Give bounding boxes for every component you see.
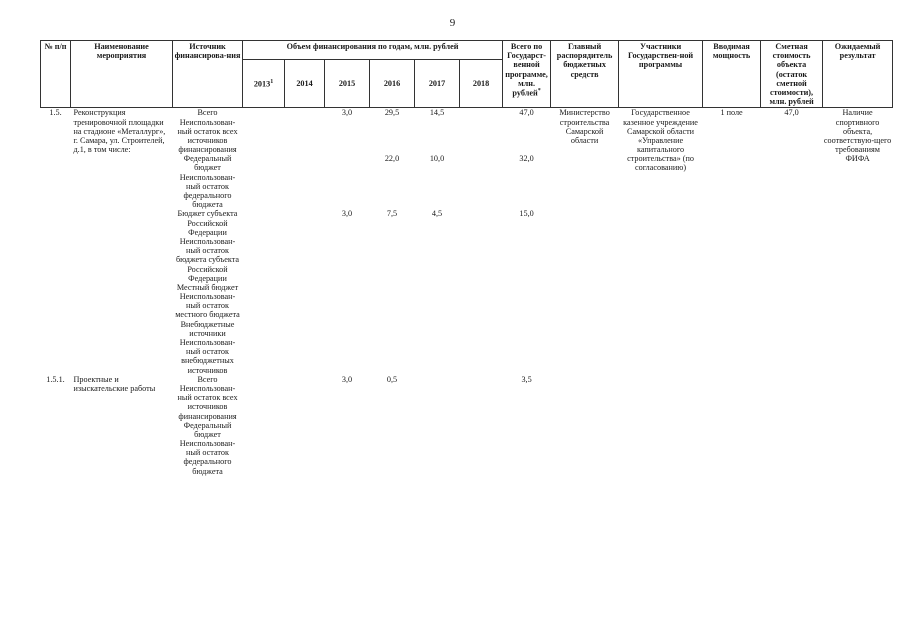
header-num: № п/п <box>41 41 71 108</box>
source-item: Бюджет субъекта Российской Федерации <box>177 209 238 237</box>
header-source: Источник финансирова-ния <box>173 41 243 108</box>
value-2017: 4,5 <box>431 209 443 219</box>
result-cell: Наличие спортивного объекта, соответствую-щего требованиям ФИФА <box>823 108 892 164</box>
header-year-2015: 2015 <box>325 60 370 108</box>
value-2016: 29,5 <box>384 108 400 118</box>
value-2015: 3,0 <box>341 374 353 384</box>
value-2016: 0,5 <box>386 374 398 384</box>
header-year-2014: 2014 <box>285 60 325 108</box>
header-total-label: Всего по Государст-венной программе, млн. рублей <box>505 42 548 98</box>
header-result: Ожидаемый результат <box>823 41 893 108</box>
manager-cell: Министерство строительства Самарской области <box>559 108 610 145</box>
source-cell <box>173 209 243 374</box>
value-2015: 3,0 <box>341 209 353 219</box>
header-total <box>503 41 551 108</box>
source-item: Неиспользован-ный остаток федерального бюджета <box>179 172 236 210</box>
value-2013 <box>243 108 285 154</box>
participants-cell <box>619 375 703 476</box>
header-volume: Объем финансирования по годам, млн. рублей <box>243 41 503 60</box>
source-item: Всего <box>197 108 218 118</box>
value-2016: 7,5 <box>386 209 398 219</box>
value-2016: 22,0 <box>384 154 400 164</box>
source-item: Всего <box>197 374 218 384</box>
value-2018 <box>460 154 503 209</box>
row-name: Реконструкция тренировочной площадки на стадионе «Металлург», г. Самара, ул. Строителей, д.1, в том числе: <box>73 108 166 155</box>
header-year-2013-note: 1 <box>270 78 274 85</box>
source-item: Неиспользован-ный остаток всех источников финансирования <box>177 117 238 155</box>
value-2018 <box>460 108 503 154</box>
row-name: Проектные и изыскательские работы <box>73 374 156 393</box>
header-year-2016: 2016 <box>370 60 415 108</box>
source-item: Федеральный бюджет <box>183 154 232 173</box>
value-2018 <box>460 375 503 476</box>
header-manager: Главный распорядитель бюджетных средств <box>551 41 619 108</box>
participants-cell: Государственное казенное учреждение Самарской области «Управление капитального строительства» (по согласованию) <box>623 108 698 173</box>
source-item: Неиспользован-ный остаток бюджета субъекта Российской Федерации <box>175 236 240 283</box>
capacity-cell <box>703 375 761 476</box>
value-total: 3,5 <box>521 374 532 384</box>
header-participants: Участники Государствен-ной программы <box>619 41 703 108</box>
source-item: Неиспользован-ный остаток внебюджетных источников <box>179 338 236 375</box>
value-2017 <box>415 375 460 476</box>
value-2013 <box>243 209 285 374</box>
header-estimate: Сметная стоимость объекта (остаток сметной стоимости), млн. рублей <box>761 41 823 108</box>
value-total: 47,0 <box>519 108 534 118</box>
header-name: Наименование мероприятия <box>71 41 173 108</box>
source-item: Неиспользован-ный остаток местного бюджета <box>175 292 240 320</box>
header-year-2017: 2017 <box>415 60 460 108</box>
value-2017: 14,5 <box>429 108 445 118</box>
value-total: 15,0 <box>519 209 534 219</box>
row-num: 1.5.1. <box>46 374 65 384</box>
result-cell <box>823 375 893 476</box>
value-2017: 10,0 <box>429 154 445 164</box>
row-num: 1.5. <box>49 108 62 118</box>
estimate-cell: 47,0 <box>784 108 799 118</box>
source-item: Неиспользован-ный остаток всех источников финансирования <box>177 383 238 421</box>
header-year-2018: 2018 <box>460 60 503 108</box>
page-number: 9 <box>449 17 456 29</box>
source-item: Федеральный бюджет <box>183 420 232 439</box>
estimate-cell <box>761 375 823 476</box>
value-total: 32,0 <box>519 154 534 164</box>
value-2013 <box>243 154 285 209</box>
header-year-2013 <box>243 60 285 108</box>
header-year-2013-label: 2013 <box>253 79 271 89</box>
value-2014 <box>285 375 325 476</box>
value-2014 <box>285 108 325 154</box>
value-2015: 3,0 <box>341 108 353 118</box>
source-item: Внебюджетные источники <box>180 319 235 338</box>
header-total-note: * <box>537 87 541 94</box>
capacity-cell: 1 поле <box>720 108 743 118</box>
table-row <box>41 108 893 154</box>
value-2013 <box>243 375 285 476</box>
source-cell <box>173 375 243 476</box>
value-2018 <box>460 209 503 374</box>
manager-cell <box>551 375 619 476</box>
value-2015 <box>325 154 370 209</box>
source-cell <box>173 108 243 154</box>
value-2014 <box>285 154 325 209</box>
header-capacity: Вводимая мощность <box>703 41 761 108</box>
value-2014 <box>285 209 325 374</box>
source-item: Местный бюджет <box>176 282 239 292</box>
financing-table <box>40 40 893 476</box>
source-item: Неиспользован-ный остаток федерального бюджета <box>179 439 236 476</box>
source-cell <box>173 154 243 209</box>
table-row <box>41 375 893 476</box>
